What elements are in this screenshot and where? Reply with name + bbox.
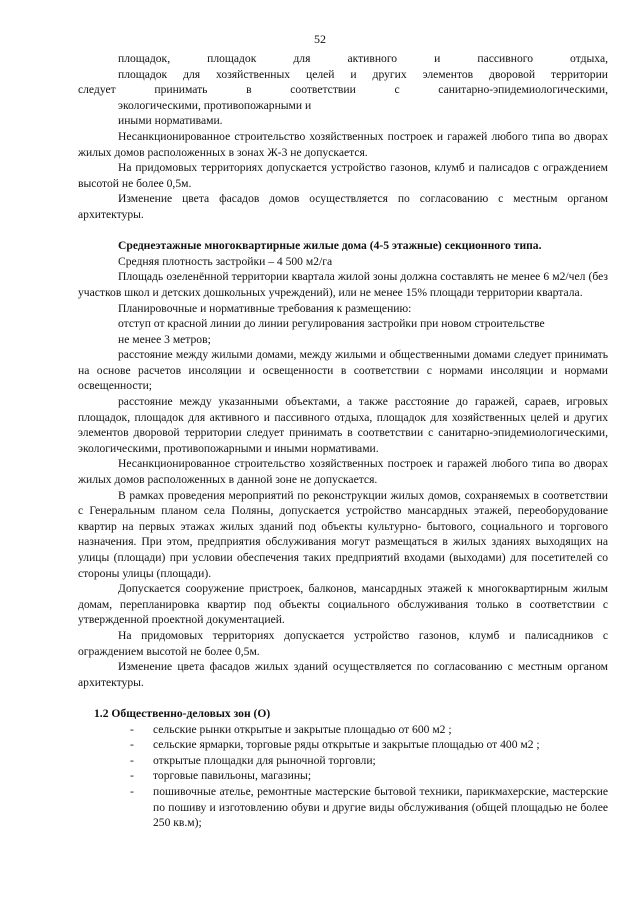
density-line: Средняя плотность застройки – 4 500 м2/га [118,254,333,268]
continuation-line-4: экологическими, противопожарными и [118,98,312,112]
list-item [78,784,608,831]
list-item-text: сельские рынки открытые и закрытые площадью от 600 м2 ; [153,722,452,736]
section-heading-mid-rise: Среднеэтажные многоквартирные жилые дома (4-5 этажные) секционного типа. [118,239,542,253]
green-area-paragraph: Площадь озеленённой территории квартала жилой зоны должна составлять не менее 6 м2/чел (без участков школ и детских дошкольных учреждений), или не менее 15% площади территории квартала. [78,270,608,299]
continuation-line-5: иными нормативами. [118,114,223,128]
lawns-paragraph-2: На придомовых территориях допускается устройство газонов, клумб и палисадников с ограждением высотой не более 0,5м. [78,628,608,658]
setback-line-1: отступ от красной линии до линии регулирования застройки при новом строительстве [118,317,545,331]
permitted-uses-list [78,722,608,831]
bullet-dash: - [130,738,134,752]
distance-objects-paragraph: расстояние между указанными объектами, а также расстояние до гаражей, сараев, игровых площадок, площадок для активного и пассивного отдыха, площадок для хозяйственных целей и других элементов дворовой территории следует принимать в соответствии с санитарно-эпидемиологическими, экологическими, противопожарными и иными нормативами. [78,395,608,455]
continuation-line-2: площадок для хозяйственных целей и других элементов дворовой территории [118,67,608,81]
list-item [78,737,608,753]
facades-paragraph-2: Изменение цвета фасадов жилых зданий осуществляется по согласованию с местным органом архитектуры. [78,660,608,689]
list-item-text: торговые павильоны, магазины; [153,769,312,783]
unauthorized-construction-paragraph: Несанкционированное строительство хозяйственных построек и гаражей любого типа во дворах жилых домов расположенных в зонах Ж-3 не допускается. [78,129,608,159]
planning-requirements-title: Планировочные и нормативные требования к размещению: [118,301,412,315]
setback-line-2: не менее 3 метров; [118,332,211,346]
list-item [78,722,608,738]
distance-houses-paragraph: расстояние между жилыми домами, между жилыми и общественными домами следует принимать на основе расчетов инсоляции и освещенности в соответствии с нормами инсоляции и нормами освещенности; [78,348,608,393]
facades-paragraph: Изменение цвета фасадов домов осуществляется по согласованию с местным органом архитектуры. [78,192,608,221]
bullet-dash: - [130,753,134,767]
continuation-line-3: следует принимать в соответствии с санитарно-эпидемиологическими, [78,83,608,97]
page-body [78,51,608,831]
bullet-dash: - [130,784,134,798]
continuation-line-1: площадок, площадок для активного и пассивного отдыха, [118,52,608,65]
reconstruction-paragraph: В рамках проведения мероприятий по реконструкции жилых домов, сохраняемых в соответствии с Генеральным планом села Поляны, допускается устройство мансардных этажей, переоборудование квартир на первых этажах жилых зданий под объекты культурно- бытового, социального и торгового назначения. При этом, предприятия обслуживания могут размещаться в жилых зданиях выходящих на улицы (площади) при условии обеспечения таких предприятий входами (выходами) для посетителей со стороны улицы (площади). [78,488,608,580]
list-item-text: сельские ярмарки, торговые ряды открытые и закрытые площадью от 400 м2 ; [153,738,540,752]
list-item [78,753,608,769]
section-heading-public-business: 1.2 Общественно-деловых зон (О) [94,706,271,720]
lawns-paragraph: На придомовых территориях допускается устройство газонов, клумб и палисадов с ограждением высотой не более 0,5м. [78,161,608,190]
list-item [78,768,608,784]
list-item-text: пошивочные ателье, ремонтные мастерские бытовой техники, парикмахерские, мастерские по пошиву и изготовлению обуви и другие виды обслуживания (общей площадью не более 250 кв.м); [153,784,608,830]
extensions-paragraph: Допускается сооружение пристроек, балконов, мансардных этажей к многоквартирным жилым домам, перепланировка квартир под объекты социального обслуживания только в соответствии с утвержденной проектной документацией. [78,582,608,627]
unauthorized-construction-paragraph-2: Несанкционированное строительство хозяйственных построек и гаражей любого типа во дворах жилых домов расположенных в данной зоне не допускается. [78,457,608,487]
list-item-text: открытые площадки для рыночной торговли; [153,753,376,767]
page-number: 52 [314,32,326,46]
bullet-dash: - [130,769,134,783]
bullet-dash: - [130,722,134,736]
